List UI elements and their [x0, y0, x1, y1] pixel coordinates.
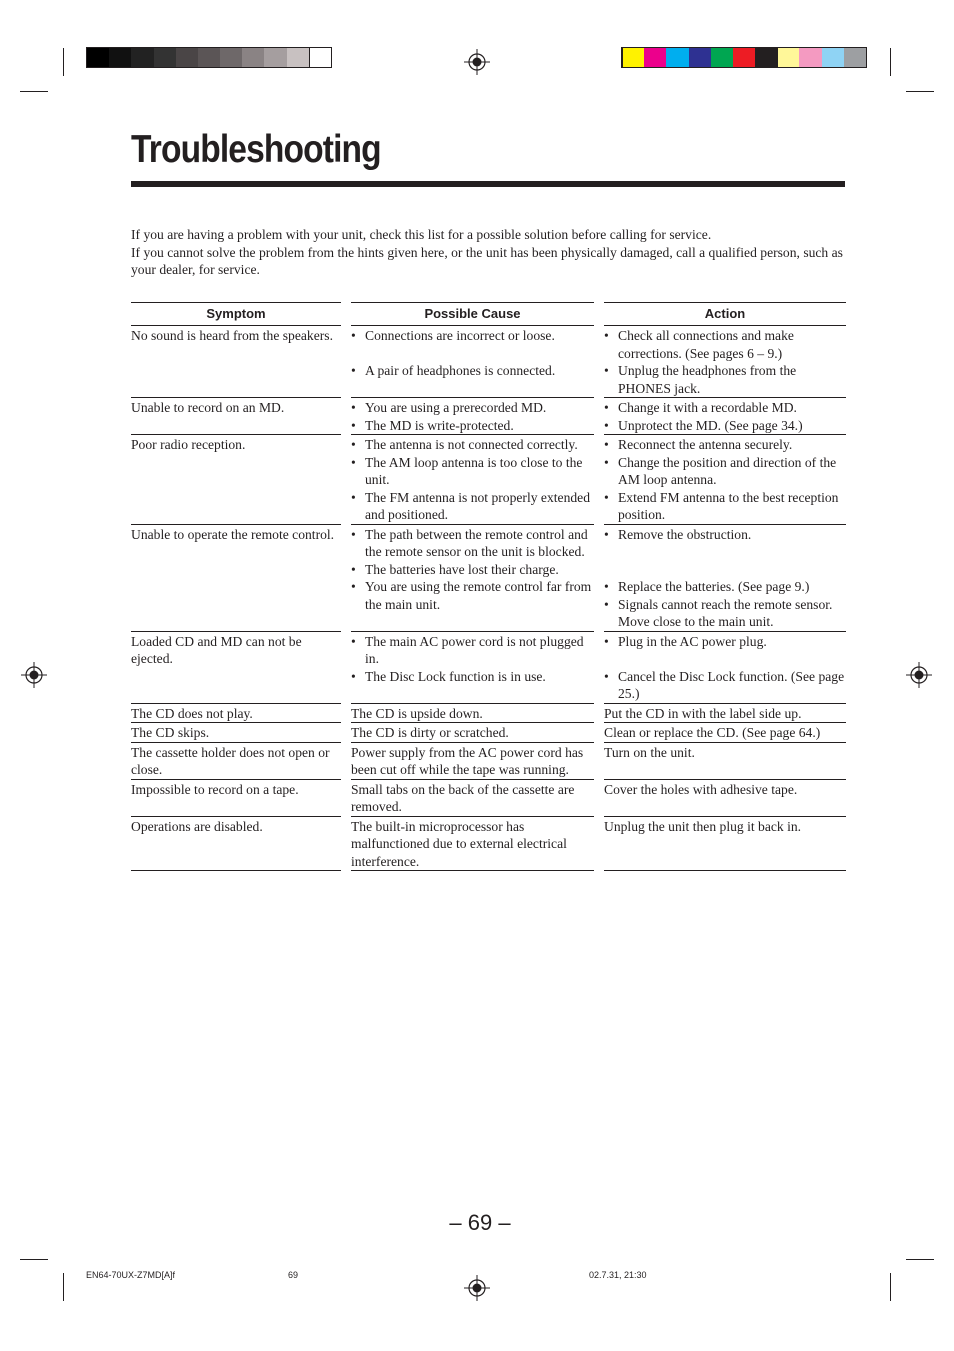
symptom-text: The CD does not play.: [131, 705, 253, 721]
bullet-item: [604, 327, 846, 362]
table-row: [131, 723, 846, 743]
bullet-item: [604, 362, 846, 397]
bullet-text: Reconnect the antenna securely.: [618, 437, 793, 452]
color-swatch: [822, 48, 844, 67]
symptom-cell: [131, 704, 341, 724]
bullet-icon: •: [351, 633, 356, 649]
action-cell: [604, 817, 846, 872]
symptom-cell: [131, 780, 341, 817]
action-cell: [604, 780, 846, 817]
bullet-icon: •: [604, 668, 609, 684]
bullet-icon: •: [351, 579, 356, 594]
bullet-item: [351, 454, 594, 489]
bullet-item: [604, 526, 846, 544]
table-row: [131, 817, 846, 872]
table-header: [131, 302, 846, 326]
color-swatch: [109, 48, 131, 67]
action-cell: [604, 743, 846, 780]
color-swatch: [777, 48, 799, 67]
bullet-item: [604, 454, 846, 489]
title-rule: [131, 181, 845, 187]
bullet-icon: •: [604, 526, 609, 542]
cause-cell: [351, 398, 594, 435]
color-swatch: [287, 48, 309, 67]
symptom-cell: [131, 632, 341, 704]
symptom-text: Poor radio reception.: [131, 437, 246, 452]
color-swatch: [644, 48, 666, 67]
intro-paragraph: If you cannot solve the problem from the hints given here, or the unit has been physically damaged, call a qualified person, such as your dealer, for service.: [131, 244, 843, 277]
registration-mark-icon: [906, 662, 932, 688]
table-body: [131, 326, 846, 871]
bullet-icon: •: [604, 363, 609, 378]
table-row: [131, 398, 846, 435]
header-action: Action: [604, 302, 846, 326]
bullet-icon: •: [351, 668, 356, 684]
color-swatch: [622, 48, 644, 67]
symptom-text: Impossible to record on a tape.: [131, 781, 299, 797]
action-cell: [604, 632, 846, 704]
registration-mark-icon: [464, 1275, 490, 1301]
bullet-item: [351, 633, 594, 668]
cause-text: Power supply from the AC power cord has been cut off while the tape was running.: [351, 744, 584, 777]
crop-mark: [906, 91, 934, 92]
color-swatch: [689, 48, 711, 67]
action-text: Unplug the unit then plug it back in.: [604, 818, 802, 834]
bullet-item: [351, 399, 594, 417]
table-row: [131, 525, 846, 632]
crop-mark: [20, 1259, 48, 1260]
cause-text: The built-in microprocessor has malfunctioned due to external electrical interference.: [351, 818, 567, 869]
cause-cell: [351, 780, 594, 817]
action-cell: [604, 704, 846, 724]
action-cell: [604, 723, 846, 743]
symptom-cell: [131, 817, 341, 872]
bullet-icon: •: [604, 633, 609, 649]
action-text: Cover the holes with adhesive tape.: [604, 781, 798, 797]
symptom-cell: [131, 525, 341, 632]
bullet-icon: •: [351, 454, 356, 470]
bullet-text: The path between the remote control and the remote sensor on the unit is blocked.: [365, 526, 588, 559]
bullet-icon: •: [604, 417, 609, 433]
symptom-text: Unable to record on an MD.: [131, 400, 285, 415]
bullet-text: You are using a prerecorded MD.: [365, 400, 547, 415]
bullet-item: [604, 436, 846, 454]
symptom-text: The cassette holder does not open or close.: [131, 744, 330, 777]
action-cell: [604, 326, 846, 398]
bullet-text: The FM antenna is not properly extended and positioned.: [365, 489, 590, 522]
color-swatch: [242, 48, 264, 67]
bullet-item: [351, 578, 594, 613]
action-text: Turn on the unit.: [604, 744, 695, 760]
bullet-text: Signals cannot reach the remote sensor. Move close to the main unit.: [618, 596, 833, 629]
bullet-icon: •: [604, 596, 609, 612]
bullet-text: The main AC power cord is not plugged in.: [365, 633, 584, 666]
bullet-text: The MD is write-protected.: [365, 417, 514, 433]
crop-mark: [20, 91, 48, 92]
bullet-icon: •: [351, 526, 356, 542]
bullet-item: [351, 436, 594, 454]
symptom-cell: [131, 326, 341, 398]
table-row: [131, 632, 846, 704]
cause-cell: [351, 704, 594, 724]
action-text: Clean or replace the CD. (See page 64.): [604, 725, 821, 740]
color-swatch: [309, 48, 331, 67]
bullet-icon: •: [351, 437, 356, 452]
bullet-icon: •: [351, 363, 356, 378]
bullet-icon: •: [351, 400, 356, 415]
cause-cell: [351, 632, 594, 704]
troubleshooting-table: [131, 302, 846, 871]
intro-text: [131, 226, 845, 279]
symptom-text: The CD skips.: [131, 725, 210, 740]
color-swatch: [666, 48, 688, 67]
registration-mark-icon: [21, 662, 47, 688]
color-swatch: [154, 48, 176, 67]
cause-text: The CD is dirty or scratched.: [351, 725, 509, 740]
color-swatch: [799, 48, 821, 67]
bullet-icon: •: [604, 437, 609, 452]
bullet-item: [351, 668, 594, 686]
symptom-cell: [131, 743, 341, 780]
footer-page: 69: [288, 1270, 299, 1280]
action-text: Put the CD in with the label side up.: [604, 705, 802, 721]
symptom-text: Operations are disabled.: [131, 818, 263, 834]
bullet-text: Plug in the AC power plug.: [618, 633, 767, 649]
action-cell: [604, 435, 846, 525]
crop-mark: [890, 1273, 891, 1301]
bullet-text: Connections are incorrect or loose.: [365, 328, 555, 343]
table-row: [131, 326, 846, 398]
color-swatch: [755, 48, 777, 67]
cause-cell: [351, 723, 594, 743]
page-title: Troubleshooting: [131, 128, 381, 171]
page-number: – 69 –: [449, 1210, 511, 1235]
color-swatch: [711, 48, 733, 67]
symptom-text: No sound is heard from the speakers.: [131, 328, 333, 343]
cause-text: Small tabs on the back of the cassette are removed.: [351, 781, 575, 814]
bullet-item: [351, 417, 594, 435]
crop-mark: [63, 48, 64, 76]
bullet-item: [604, 578, 846, 596]
cause-cell: [351, 525, 594, 632]
color-swatch: [264, 48, 286, 67]
bullet-icon: •: [604, 579, 609, 594]
cause-cell: [351, 435, 594, 525]
symptom-cell: [131, 723, 341, 743]
bullet-text: A pair of headphones is connected.: [365, 363, 556, 378]
cause-cell: [351, 817, 594, 872]
bullet-text: Extend FM antenna to the best reception position.: [618, 489, 839, 522]
symptom-text: Unable to operate the remote control.: [131, 526, 335, 542]
bullet-text: Check all connections and make corrections. (See pages 6 – 9.): [618, 328, 794, 361]
footer-file-name: EN64-70UX-Z7MD[A]f: [86, 1270, 176, 1280]
bullet-icon: •: [604, 489, 609, 505]
bullet-item: [351, 526, 594, 561]
table-row: [131, 780, 846, 817]
bullet-item: [351, 489, 594, 524]
bullet-text: Remove the obstruction.: [618, 526, 752, 542]
action-cell: [604, 525, 846, 632]
bullet-icon: •: [604, 454, 609, 470]
bullet-icon: •: [351, 417, 356, 433]
color-swatch: [198, 48, 220, 67]
bullet-item: [604, 668, 846, 703]
bullet-icon: •: [604, 328, 609, 343]
bullet-icon: •: [351, 561, 356, 577]
color-swatch: [733, 48, 755, 67]
bullet-item: [604, 596, 846, 631]
color-swatch: [87, 48, 109, 67]
symptom-cell: [131, 398, 341, 435]
bullet-icon: •: [351, 328, 356, 343]
bullet-item: [604, 489, 846, 524]
bullet-text: Cancel the Disc Lock function. (See page 25.): [618, 668, 845, 701]
color-swatch: [131, 48, 153, 67]
color-swatch: [176, 48, 198, 67]
bullet-icon: •: [604, 400, 609, 415]
crop-mark: [63, 1273, 64, 1301]
color-swatch: [220, 48, 242, 67]
bullet-item: [604, 417, 846, 435]
action-cell: [604, 398, 846, 435]
bullet-item: [604, 633, 846, 651]
crop-mark: [890, 48, 891, 76]
bullet-text: Change it with a recordable MD.: [618, 400, 797, 415]
table-row: [131, 435, 846, 525]
bullet-item: [351, 327, 594, 345]
color-calibration-bar: [621, 47, 867, 68]
grayscale-calibration-bar: [86, 47, 332, 68]
bullet-item: [604, 399, 846, 417]
bullet-text: The antenna is not connected correctly.: [365, 437, 578, 452]
bullet-item: [351, 362, 594, 380]
symptom-cell: [131, 435, 341, 525]
bullet-text: The AM loop antenna is too close to the unit.: [365, 454, 583, 487]
symptom-text: Loaded CD and MD can not be ejected.: [131, 633, 302, 666]
cause-cell: [351, 326, 594, 398]
bullet-item: [351, 561, 594, 579]
cause-text: The CD is upside down.: [351, 705, 483, 721]
footer-date: 02.7.31, 21:30: [589, 1270, 647, 1280]
bullet-text: The Disc Lock function is in use.: [365, 668, 546, 684]
crop-mark: [906, 1259, 934, 1260]
bullet-text: Replace the batteries. (See page 9.): [618, 579, 810, 594]
header-symptom: Symptom: [131, 302, 341, 326]
header-possible-cause: Possible Cause: [351, 302, 594, 326]
bullet-text: You are using the remote control far from the main unit.: [365, 579, 592, 612]
cause-cell: [351, 743, 594, 780]
bullet-text: Unplug the headphones from the PHONES jack.: [618, 363, 797, 396]
table-row: [131, 704, 846, 724]
bullet-text: Unprotect the MD. (See page 34.): [618, 417, 803, 433]
table-row: [131, 743, 846, 780]
bullet-text: The batteries have lost their charge.: [365, 561, 559, 577]
color-swatch: [844, 48, 866, 67]
registration-mark-icon: [464, 49, 490, 75]
intro-paragraph: If you are having a problem with your unit, check this list for a possible solution before calling for service.: [131, 227, 712, 242]
bullet-icon: •: [351, 489, 356, 505]
bullet-text: Change the position and direction of the AM loop antenna.: [618, 454, 837, 487]
